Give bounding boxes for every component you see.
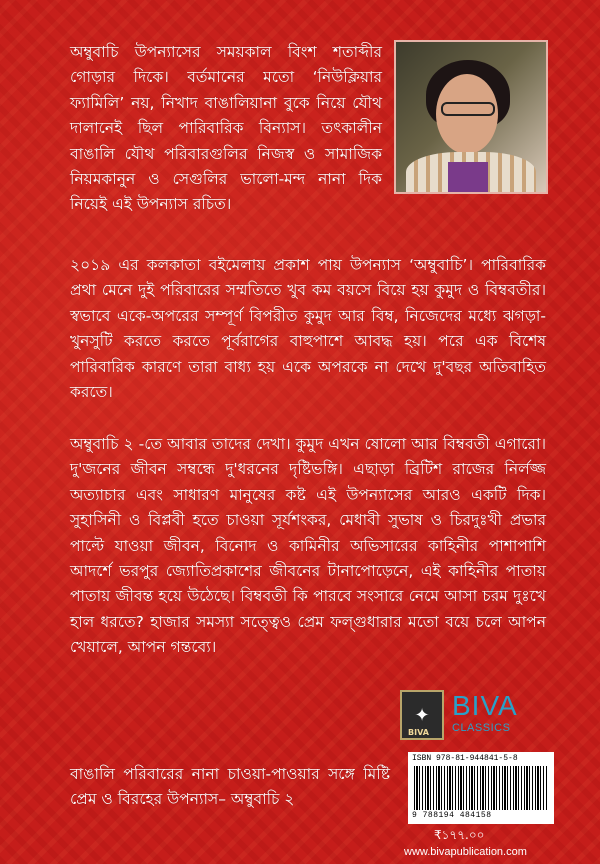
paragraph-sequel: অম্বুবাচি ২ -তে আবার তাদের দেখা। কুমুদ এখন ষোলো আর বিম্ববতী এগারো। দু'জনের জীবন সম্বন্ধে দু'ধরনের দৃষ্টিভঙ্গি। এছাড়া ব্রিটিশ রাজের নির্লজ্জ অত্যাচার এবং সাধারণ মানুষের কষ্ট এই উপন্যাসের আরও একটি দিক। সুহাসিনী ও বিপ্লবী হতে চাওয়া সূর্যশংকর, মেধাবী সুভাষ ও চিরদুঃখী প্রভার পাল্টে যাওয়া জীবন, বিনোদ ও কামিনীর অভিসারের কাহিনীর পাশাপাশি আদর্শে ভরপুর জ্যোতিপ্রকাশের জীবনের টানাপোড়েনে, এই কাহিনীর পাতায় পাতায় জীবন্ত হয়ে উঠেছে। বিম্ববতী কি পারবে সংসারে নেমে আসা চরম দুঃখে হাল ধরতে? হাজার সমস্যা সত্ত্বেও প্রেম ফল্গুধারার মতো বয়ে চলে আপন খেয়ালে, আপন গন্তব্যে। bbox=[70, 435, 546, 657]
isbn-text: ISBN 978-81-944841-5-8 bbox=[412, 754, 518, 763]
dancer-icon: ✦ bbox=[414, 704, 430, 726]
publisher-url[interactable]: www.bivapublication.com bbox=[404, 846, 527, 858]
publisher-logo-icon bbox=[400, 690, 444, 740]
logo-label: BIVA bbox=[408, 728, 429, 737]
author-blouse bbox=[448, 162, 488, 192]
brand-name: BIVA bbox=[452, 690, 518, 721]
publisher-block bbox=[400, 690, 560, 746]
barcode bbox=[408, 752, 554, 824]
barcode-digits: 9 788194 484158 bbox=[412, 811, 492, 820]
paragraph-publication: ২০১৯ এর কলকাতা বইমেলায় প্রকাশ পায় উপন্যাস ‘অম্বুবাচি’। পারিবারিক প্রথা মেনে দুই পরিবারের সম্মতিতে খুব কম বয়সে বিয়ে হয় কুমুদ ও বিম্ববতীর। স্বভাবে একে-অপরের সম্পূর্ণ বিপরীত কুমুদ আর বিম্ব, নিজেদের মধ্যে ঝগড়া-খুনসুটি করতে করতে পূর্বরাগের বাহুপাশে আবদ্ধ হয়। পরে এক বিশেষ পারিবারিক কারণে তারা বাধ্য হয় একে অপরকে না দেখে দু'বছর অতিবাহিত করতে। bbox=[70, 256, 546, 402]
author-glasses bbox=[441, 102, 495, 116]
paragraph-intro: অম্বুবাচি উপন্যাসের সময়কাল বিংশ শতাব্দীর গোড়ার দিকে। বর্তমানের মতো ‘নিউক্লিয়ার ফ্যামিলি’ নয়, নিখাদ বাঙালিয়ানা বুকে নিয়ে যৌথ দালানেই ছিল পারিবারিক বিন্যাস। তৎকালীন বাঙালি যৌথ পরিবারগুলির নিজস্ব ও সামাজিক নিয়মকানুন ও সেগুলির ভালো-মন্দ নানা দিক নিয়েই এই উপন্যাস রচিত। bbox=[70, 43, 382, 214]
paragraph-closing: বাঙালি পরিবারের নানা চাওয়া-পাওয়ার সঙ্গে মিষ্টি প্রেম ও বিরহের উপন্যাস– অম্বুবাচি ২ bbox=[70, 765, 390, 809]
author-photo bbox=[394, 40, 548, 194]
barcode-bars bbox=[414, 766, 548, 810]
brand-subtitle: CLASSICS bbox=[452, 722, 511, 734]
price: ₹১৭৭.০০ bbox=[434, 828, 485, 842]
